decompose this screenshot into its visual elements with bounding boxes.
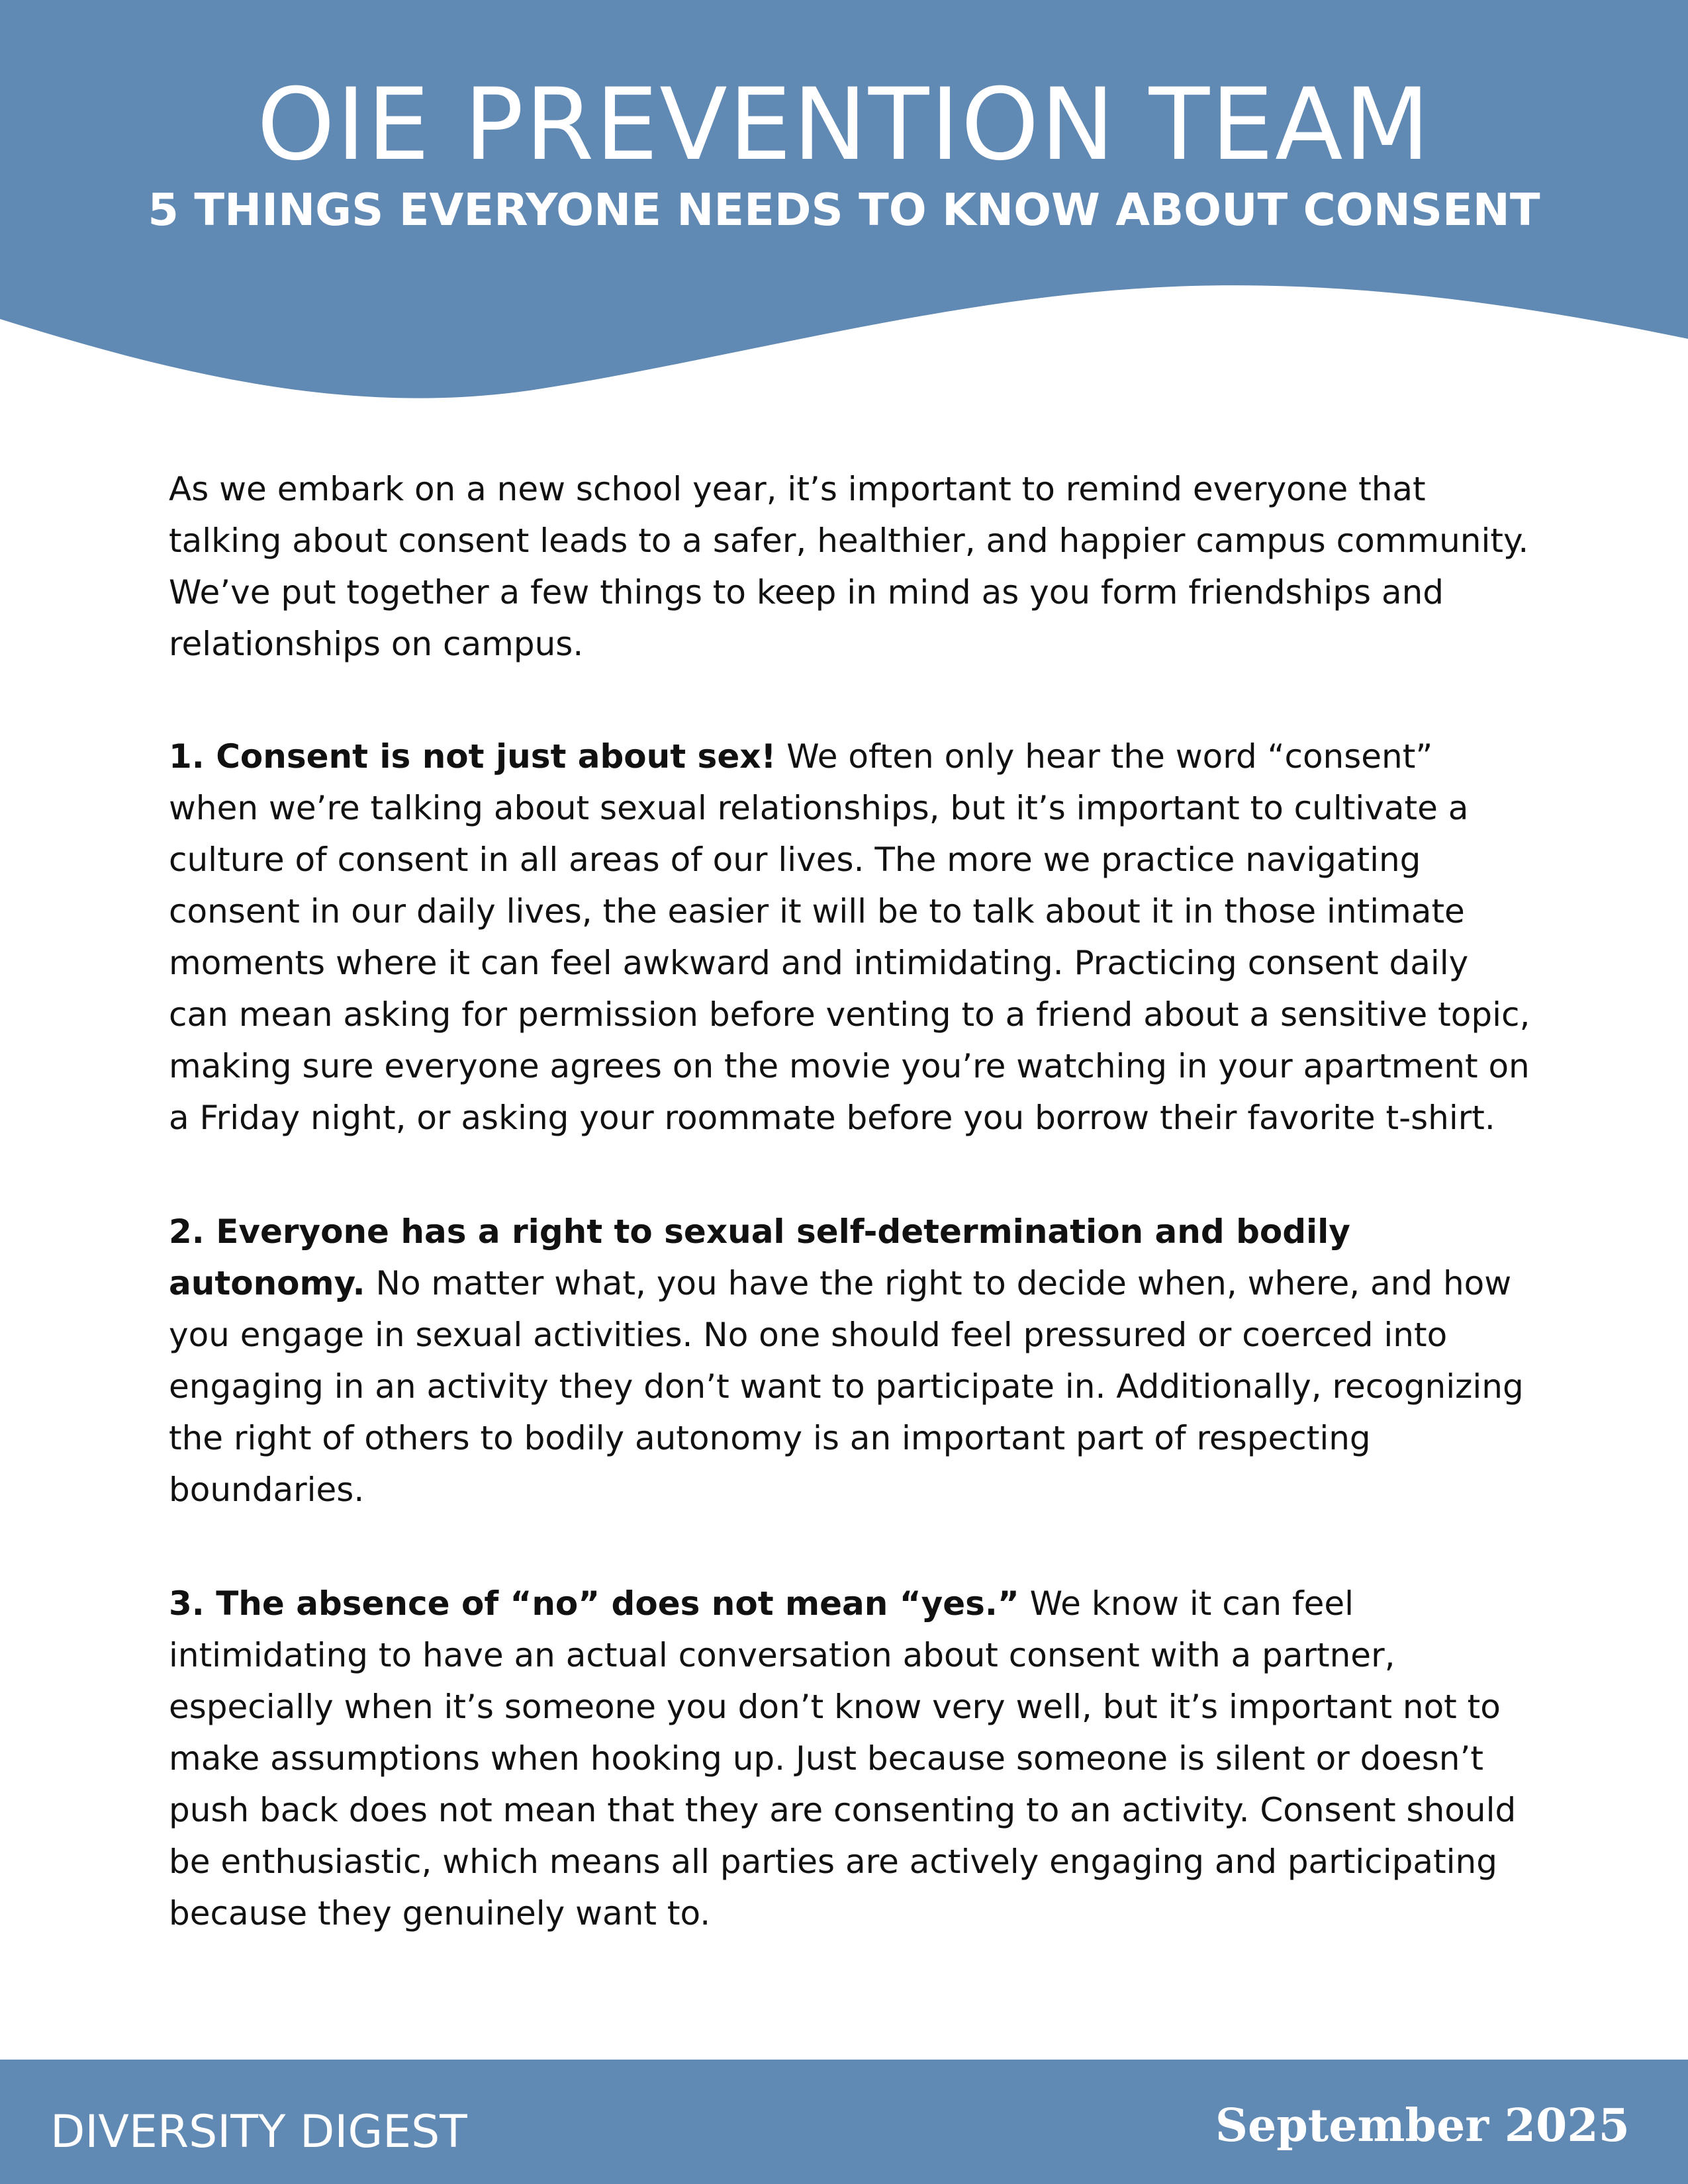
consent-point-3-body: We know it can feel intimidating to have an actual conversation about consent with a partner, especially when it’s someone you don’t know very well, but it’s important not to make assumptions when hooking up. Just because someone is silent or doesn’t push back does not mean that they are consenting to an activity. Consent should be enthusiastic, which means all parties are actively engaging and participating because they genuinely want to.: [169, 1584, 1517, 1933]
page-title: OIE PREVENTION TEAM: [256, 68, 1432, 183]
issue-date: September 2025: [1215, 2099, 1630, 2152]
page-subtitle: 5 THINGS EVERYONE NEEDS TO KNOW ABOUT CONSENT: [148, 184, 1540, 236]
consent-point-2-body: No matter what, you have the right to decide when, where, and how you engage in sexual activities. No one should feel pressured or coerced into engaging in an activity they don’t want to participate in. Additionally, recognizing the right of others to bodily autonomy is an important part of respecting boundaries.: [169, 1264, 1524, 1509]
consent-point-3: [169, 1578, 1532, 1939]
consent-point-2: [169, 1206, 1532, 1516]
article-body: [169, 463, 1532, 2001]
footer-bar: [0, 2060, 1688, 2184]
consent-point-3-heading: 3. The absence of “no” does not mean “yes.”: [169, 1584, 1019, 1623]
consent-point-2-heading: 2. Everyone has a right to sexual self-determination and bodily autonomy.: [169, 1212, 1350, 1302]
consent-point-1-body: We often only hear the word “consent” when we’re talking about sexual relationships, but it’s important to cultivate a culture of consent in all areas of our lives. The more we practice navigating consent in our daily lives, the easier it will be to talk about it in those intimate moments where it can feel awkward and intimidating. Practicing consent daily can mean asking for permission before venting to a friend about a sensitive topic, making sure everyone agrees on the movie you’re watching in your apartment on a Friday night, or asking your roommate before you borrow their favorite t-shirt.: [169, 737, 1530, 1137]
publication-name: DIVERSITY DIGEST: [50, 2106, 467, 2158]
intro-paragraph: As we embark on a new school year, it’s important to remind everyone that talking about consent leads to a safer, healthier, and happier campus community. We’ve put together a few things to keep in mind as you form friendships and relationships on campus.: [169, 470, 1529, 663]
consent-point-1-heading: 1. Consent is not just about sex!: [169, 737, 776, 776]
consent-point-1: [169, 731, 1532, 1144]
header-banner: [0, 0, 1688, 404]
